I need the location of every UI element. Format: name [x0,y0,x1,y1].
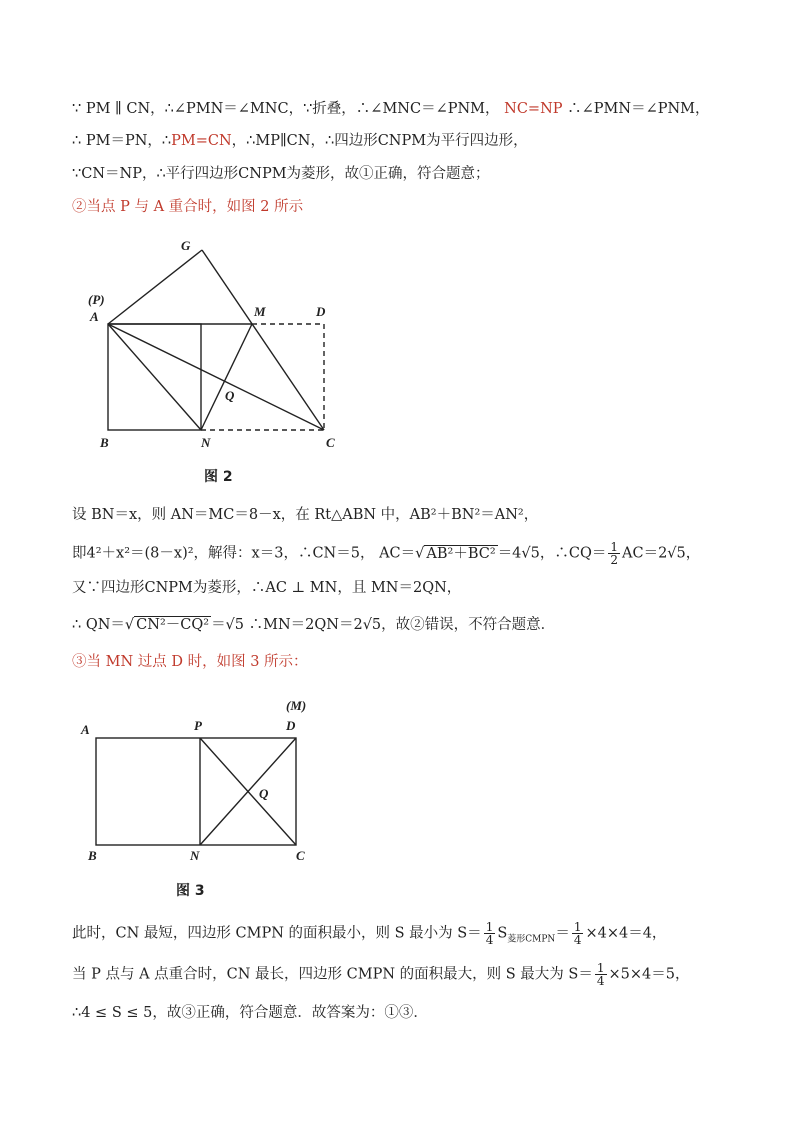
line-10-sub: 菱形CMPN [507,934,556,945]
line-11-b: ×5×4＝5， [608,966,690,983]
fraction-half: $\frac{1}{2}$ [610,540,618,567]
solution-line-9: ③当 MN 过点 D 时，如图 3 所示： [72,654,308,670]
fig2-label-c: C [326,435,335,450]
fig2-label-n: N [201,435,211,450]
line-1-red: NC=NP [504,101,563,117]
line-6-e: AC＝2√5， [622,545,701,562]
line-6-sqrt: AB²＋BC² [426,545,496,562]
fig2-label-b: B [100,435,109,450]
solution-line-8: ∴ QN＝√ CN²－CQ² ＝√5 ∴MN＝2QN＝2√5，故②错误，不符合题意． [72,617,556,633]
fig2-label-m: M [254,304,266,319]
fig2-line-ag [108,250,202,324]
line-2-b: ，∴MP∥CN，∴四边形CNPM为平行四边形， [231,133,528,149]
line-2-a: ∴ PM＝PN，∴ [72,133,172,149]
fraction-quarter-3: $\frac{1}{4}$ [596,961,605,988]
fig3-label-d: D [286,718,296,733]
line-10-e: ×4×4＝4， [585,925,667,942]
solution-line-2 [72,131,528,151]
line-2-red: PM=CN [171,133,232,149]
line-6-d: ＝4√5，∴CQ＝ [497,545,607,562]
line-1-text: ∵ PM ∥ CN，∴∠PMN＝∠MNC，∵折叠，∴∠MNC＝∠PNM， [72,101,500,117]
line-6-b: AC＝ [379,545,416,562]
line-10-a: 此时，CN 最短，四边形 CMPN 的面积最小，则 S 最小为 S＝ [72,925,482,942]
fig3-label-c: C [296,848,305,863]
fig2-label-q: Q [225,388,235,403]
line-10-b: S [497,925,508,942]
fig2-label-d: D [316,304,326,319]
solution-line-7: 又∵四边形CNPM为菱形，∴AC ⊥ MN，且 MN＝2QN， [72,580,462,596]
line-11-a: 当 P 点与 A 点重合时，CN 最长，四边形 CMPN 的面积最大，则 S 最大为 S＝ [72,966,593,983]
figure-3 [78,694,328,869]
fig2-line-ac [108,324,324,430]
fig3-label-b: B [88,848,97,863]
fig2-line-an [108,324,201,430]
fig3-label-m: (M) [286,698,307,713]
fig2-label-a: A [90,309,99,324]
line-10-d: ＝ [555,925,570,942]
line-1-end: ∴∠PMN＝∠PNM， [567,101,710,117]
fraction-quarter-1: $\frac{1}{4}$ [485,920,494,947]
figure-2-caption: 图 2 [204,469,233,485]
fig3-label-a: A [81,722,90,737]
fig2-label-p: (P) [88,292,105,307]
solution-line-12: ∴4 ≤ S ≤ 5，故③正确，符合题意．故答案为：①③． [72,1005,428,1021]
line-8-a: ∴ QN＝ [72,617,125,633]
fraction-quarter-2: $\frac{1}{4}$ [573,920,582,947]
solution-line-5: 设 BN＝x，则 AN＝MC＝8－x，在 Rt△ABN 中，AB²＋BN²＝AN²， [72,507,539,523]
line-6-a: 即4²＋x²＝(8－x)²，解得：x＝3，∴CN＝5， [72,545,375,562]
fig3-label-q: Q [259,786,269,801]
solution-line-4: ②当点 P 与 A 重合时，如图 2 所示 [72,199,304,215]
figure-3-caption: 图 3 [176,883,205,899]
solution-line-6: 即4²＋x²＝(8－x)²，解得：x＝3，∴CN＝5， AC＝√ AB²＋BC² ＝4√5，∴CQ＝ $\frac{1}{2}$ AC＝2√5， [72,540,701,567]
fig3-label-n: N [190,848,200,863]
fig3-label-p: P [194,718,202,733]
solution-line-1 [72,99,710,119]
solution-line-10 [72,921,666,949]
line-8-sqrt: CN²－CQ² [136,617,210,633]
solution-line-11 [72,962,689,987]
line-8-c: ＝√5 ∴MN＝2QN＝2√5，故②错误，不符合题意． [211,617,556,633]
fig2-line-gc [202,250,324,430]
solution-line-3: ∵CN＝NP，∴平行四边形CNPM为菱形，故①正确，符合题意； [72,166,490,182]
fig2-line-mn [201,324,252,430]
figure-2 [80,232,370,462]
fig2-label-g: G [181,238,191,253]
